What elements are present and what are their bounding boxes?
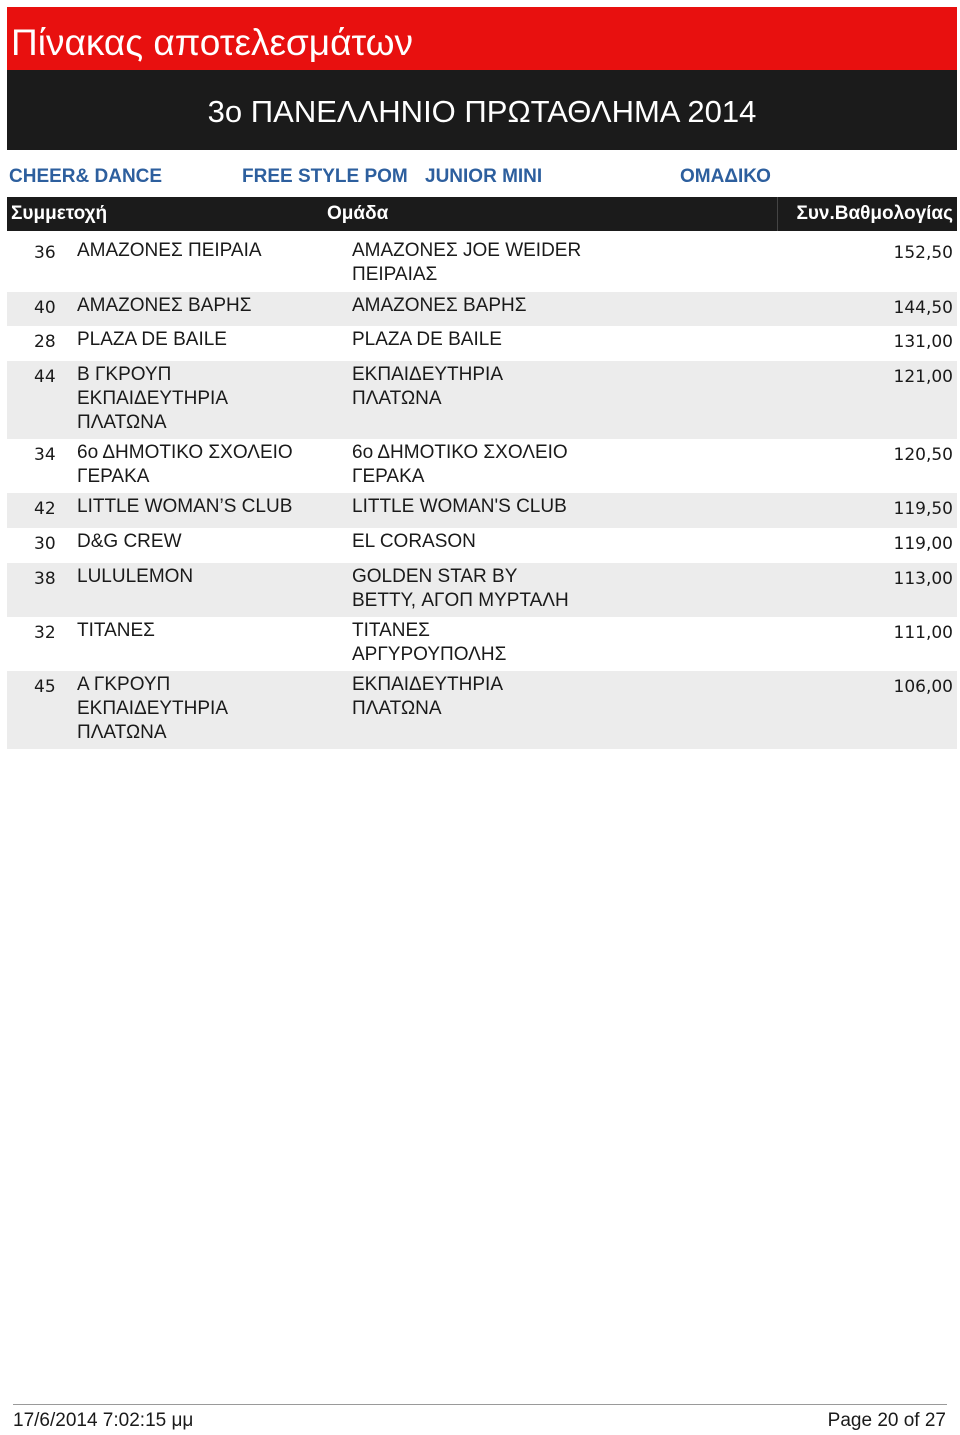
total-score: 152,50 — [893, 243, 953, 263]
team-name-line: BETTY, ΑΓΟΠ ΜΥΡΤΑΛΗ — [352, 590, 569, 611]
participant-name — [77, 565, 342, 589]
column-score: Συν.Βαθμολογίας — [796, 203, 953, 224]
team-name-line: ΠΛΑΤΩΝΑ — [352, 388, 442, 409]
participant-number: 34 — [34, 445, 56, 465]
participant-name-line: Β ΓΚΡΟΥΠ — [77, 364, 172, 385]
table-row — [7, 361, 957, 439]
table-row — [7, 292, 957, 326]
participant-name — [77, 673, 342, 745]
participant-name-line: ΓΕΡΑΚΑ — [77, 466, 150, 487]
total-score: 120,50 — [893, 445, 953, 465]
participant-number: 30 — [34, 534, 56, 554]
total-score: 113,00 — [893, 569, 953, 589]
table-row — [7, 563, 957, 617]
team-name — [352, 530, 652, 554]
event-title: 3ο ΠΑΝΕΛΛΗΝΙΟ ΠΡΩΤΑΘΛΗΜΑ 2014 — [207, 94, 757, 129]
team-name — [352, 239, 652, 287]
participant-number: 45 — [34, 677, 56, 697]
total-score: 131,00 — [893, 332, 953, 352]
table-header — [7, 197, 957, 231]
category-discipline: CHEER& DANCE — [9, 166, 163, 187]
team-name-line: ΓΕΡΑΚΑ — [352, 466, 425, 487]
team-name — [352, 441, 652, 489]
header-divider — [777, 197, 778, 231]
participant-name — [77, 328, 342, 352]
participant-name-line: LULULEMON — [77, 566, 194, 587]
page-title: Πίνακας αποτελεσμάτων — [11, 22, 413, 63]
page-number: Page 20 of 27 — [827, 1410, 946, 1431]
participant-name-line: ΤΙΤΑΝΕΣ — [77, 620, 155, 641]
participant-name-line: ΑΜΑΖΟΝΕΣ ΒΑΡΗΣ — [77, 295, 252, 316]
participant-number: 44 — [34, 367, 56, 387]
participant-name — [77, 495, 342, 519]
category-type: ΟΜΑΔΙΚΟ — [680, 166, 771, 187]
participant-name — [77, 441, 342, 489]
total-score: 119,00 — [893, 534, 953, 554]
total-score: 106,00 — [893, 677, 953, 697]
participant-name-line: PLAZA DE BAILE — [77, 329, 227, 350]
team-name — [352, 619, 652, 667]
team-name — [352, 328, 652, 352]
team-name-line: ΑΜΑΖΟΝΕΣ JOE WEIDER — [352, 240, 582, 261]
column-team: Ομάδα — [327, 203, 389, 224]
team-name-line: ΕΚΠΑΙΔΕΥΤΗΡΙΑ — [352, 364, 504, 385]
table-row — [7, 671, 957, 749]
team-name-line: ΑΡΓΥΡΟΥΠΟΛΗΣ — [352, 644, 507, 665]
participant-name-line: ΕΚΠΑΙΔΕΥΤΗΡΙΑ — [77, 388, 229, 409]
team-name-line: EL CORASON — [352, 531, 476, 552]
participant-number: 38 — [34, 569, 56, 589]
table-row — [7, 326, 957, 361]
participant-number: 32 — [34, 623, 56, 643]
participant-name-line: ΠΛΑΤΩΝΑ — [77, 722, 167, 743]
category-style: FREE STYLE POM — [242, 166, 408, 187]
participant-name-line: D&G CREW — [77, 531, 182, 552]
team-name-line: PLAZA DE BAILE — [352, 329, 502, 350]
table-row — [7, 493, 957, 528]
total-score: 121,00 — [893, 367, 953, 387]
column-participation: Συμμετοχή — [11, 203, 108, 224]
participant-name — [77, 294, 342, 318]
table-row — [7, 617, 957, 671]
participant-number: 36 — [34, 243, 56, 263]
participant-number: 40 — [34, 298, 56, 318]
event-banner — [7, 70, 957, 150]
team-name-line: LITTLE WOMAN'S CLUB — [352, 496, 567, 517]
participant-name-line: 6ο ΔΗΜΟΤΙΚΟ ΣΧΟΛΕΙΟ — [77, 442, 293, 463]
total-score: 144,50 — [893, 298, 953, 318]
team-name-line: ΑΜΑΖΟΝΕΣ ΒΑΡΗΣ — [352, 295, 527, 316]
team-name — [352, 294, 652, 318]
team-name — [352, 363, 652, 411]
team-name-line: ΠΛΑΤΩΝΑ — [352, 698, 442, 719]
category-age: JUNIOR MINI — [425, 166, 543, 187]
participant-name — [77, 530, 342, 554]
participant-name-line: ΠΛΑΤΩΝΑ — [77, 412, 167, 433]
team-name-line: ΠΕΙΡΑΙΑΣ — [352, 264, 438, 285]
team-name — [352, 673, 652, 721]
team-name-line: GOLDEN STAR BY — [352, 566, 518, 587]
participant-number: 28 — [34, 332, 56, 352]
participant-name — [77, 619, 342, 643]
table-row — [7, 439, 957, 493]
participant-name — [77, 239, 342, 263]
table-row — [7, 528, 957, 563]
total-score: 111,00 — [893, 623, 953, 643]
participant-number: 42 — [34, 499, 56, 519]
print-datetime: 17/6/2014 7:02:15 μμ — [13, 1410, 194, 1431]
participant-name-line: ΑΜΑΖΟΝΕΣ ΠΕΙΡΑΙΑ — [77, 240, 262, 261]
table-row — [7, 237, 957, 291]
title-banner — [7, 7, 957, 70]
team-name — [352, 495, 652, 519]
participant-name-line: LITTLE WOMAN’S CLUB — [77, 496, 293, 517]
footer-divider — [13, 1404, 947, 1405]
participant-name-line: ΕΚΠΑΙΔΕΥΤΗΡΙΑ — [77, 698, 229, 719]
participant-name-line: Α ΓΚΡΟΥΠ — [77, 674, 171, 695]
team-name-line: ΕΚΠΑΙΔΕΥΤΗΡΙΑ — [352, 674, 504, 695]
team-name-line: 6ο ΔΗΜΟΤΙΚΟ ΣΧΟΛΕΙΟ — [352, 442, 568, 463]
participant-name — [77, 363, 342, 435]
team-name — [352, 565, 652, 613]
team-name-line: ΤΙΤΑΝΕΣ — [352, 620, 430, 641]
total-score: 119,50 — [893, 499, 953, 519]
